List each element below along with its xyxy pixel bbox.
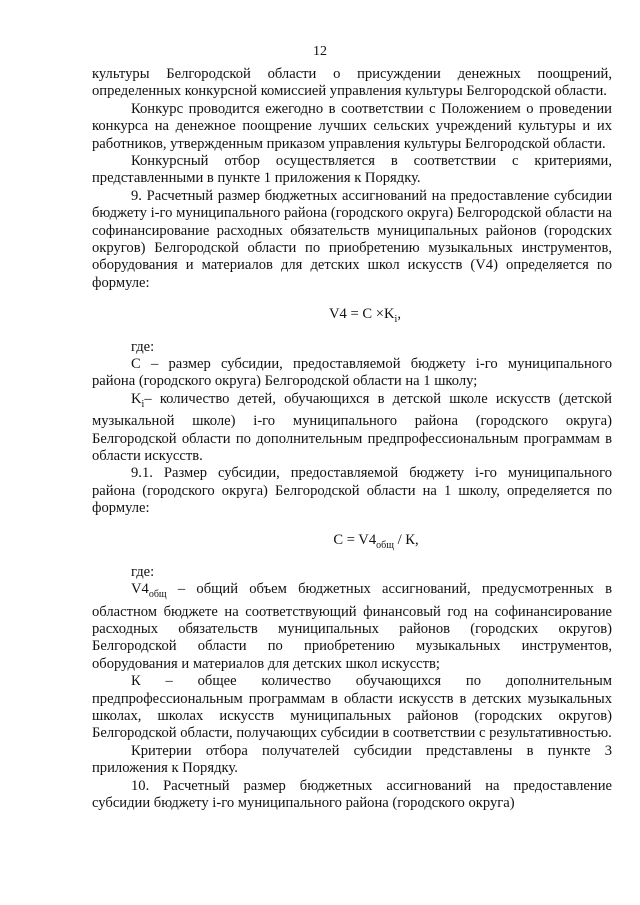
definition-c: С – размер субсидии, предоставляемой бюджету i-го муниципального района (городского округа) Белгородской области на 1 школу; xyxy=(92,356,612,390)
formula-c-main: C = V4 xyxy=(333,531,377,548)
page-number: 12 xyxy=(313,44,327,59)
formula-c-tail: / К, xyxy=(393,531,419,548)
definition-v4-symbol: V4 xyxy=(131,581,149,598)
paragraph-item-10: 10. Расчетный размер бюджетных ассигнований на предоставление субсидии бюджету i-го муниципального района (городского округа) xyxy=(92,777,612,812)
paragraph-konkurs: Конкурс проводится ежегодно в соответствии с Положением о проведении конкурса на денежное поощрение лучших сельских учреждений культуры и их работников, утвержденным приказом управления культуры Белгородской области. xyxy=(92,100,612,152)
definition-ki xyxy=(92,391,612,466)
definition-k: К – общее количество обучающихся по дополнительным предпрофессиональным программам в области искусств в детских музыкальных школах, школах искусств муниципальных районов (городских округов) Белгородской области, получающих субсидии в соответствии с результативностью. xyxy=(92,673,612,742)
definition-ki-text: – количество детей, обучающихся в детской школе искусств (детской музыкальной школе) i-го муниципального района (городского округа) Белгородской области по дополнительным предпрофессиональным программам в области искусств. xyxy=(92,390,612,464)
formula-v4-subscript: i xyxy=(394,314,398,326)
formula-v4 xyxy=(92,306,612,328)
label-where-2: где: xyxy=(131,563,155,580)
paragraph-kriterii: Критерии отбора получателей субсидии представлены в пункте 3 приложения к Порядку. xyxy=(92,742,612,777)
formula-c-subscript: общ xyxy=(376,539,394,551)
paragraph-item-9-1: 9.1. Размер субсидии, предоставляемой бюджету i-го муниципального района (городского округа) Белгородской области на 1 школу, определяется по формуле: xyxy=(92,465,612,517)
formula-c xyxy=(92,532,612,554)
definition-v4-text: – общий объем бюджетных ассигнований, предусмотренных в областном бюджете на соответствующий финансовый год на софинансирование расходных обязательств муниципальных районов (городских округов) Белгородской области по приобретению музыкальных инструментов, оборудования и материалов для детских школ искусств; xyxy=(92,581,612,672)
paragraph-item-9: 9. Расчетный размер бюджетных ассигнований на предоставление субсидии бюджету i-го муниципального района (городского округа) Белгородской области на софинансирование расходных обязательств муниципальных районов (городских округов) Белгородской области по приобретению музыкальных инструментов, оборудования и материалов для детских школ искусств (V4) определяется по формуле: xyxy=(92,187,612,291)
paragraph-intro: культуры Белгородской области о присуждении денежных поощрений, определенных конкурсной комиссией управления культуры Белгородской области. xyxy=(92,66,612,100)
definition-ki-subscript: i xyxy=(141,398,145,410)
definition-ki-symbol: K xyxy=(131,390,142,407)
paragraph-otbor: Конкурсный отбор осуществляется в соответствии с критериями, представленными в пункте 1 приложения к Порядку. xyxy=(92,153,612,187)
formula-v4-tail: , xyxy=(397,306,401,323)
document-body xyxy=(92,66,612,812)
definition-v4 xyxy=(92,581,612,673)
definition-v4-subscript: общ xyxy=(148,589,167,601)
label-where-1: где: xyxy=(131,338,155,355)
formula-v4-main: V4 = C ×K xyxy=(329,306,395,323)
